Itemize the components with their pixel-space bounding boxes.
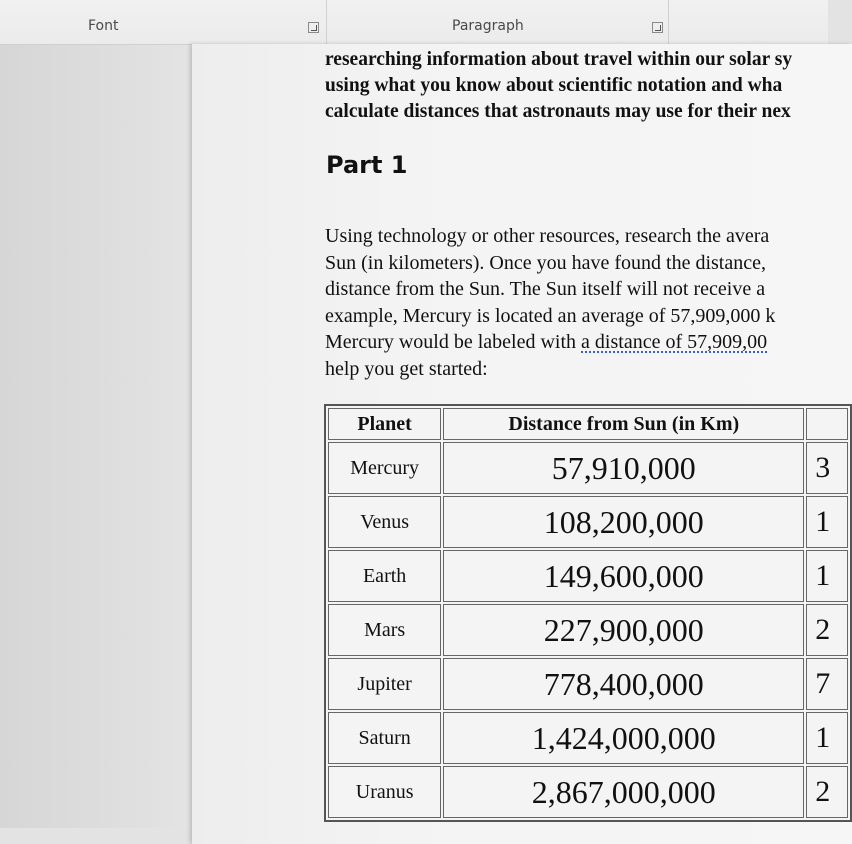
header-extra	[806, 408, 848, 440]
distance-cell: 227,900,000	[443, 604, 804, 656]
ribbon-separator	[668, 0, 669, 44]
table-row	[328, 658, 848, 710]
planet-cell: Saturn	[328, 712, 441, 764]
paragraph-line	[325, 329, 845, 356]
ribbon-group-paragraph-label: Paragraph	[452, 18, 524, 34]
extra-cell: 3	[806, 442, 848, 494]
font-dialog-launcher-icon[interactable]	[308, 22, 319, 33]
grammar-flagged-text[interactable]: a distance of 57,909,00	[581, 331, 768, 353]
planet-cell: Mars	[328, 604, 441, 656]
table-row	[328, 442, 848, 494]
table-row	[328, 496, 848, 548]
planet-cell: Earth	[328, 550, 441, 602]
intro-line: researching information about travel within our solar sy	[325, 49, 793, 70]
header-distance: Distance from Sun (in Km)	[443, 408, 804, 440]
table-row	[328, 550, 848, 602]
intro-line: calculate distances that astronauts may use for their nex	[325, 101, 791, 122]
paragraph-line: help you get started:	[325, 357, 488, 380]
extra-cell: 1	[806, 496, 848, 548]
extra-cell: 1	[806, 550, 848, 602]
document-page[interactable]	[192, 44, 852, 844]
planet-cell: Uranus	[328, 766, 441, 818]
table-header-row	[328, 408, 848, 440]
ribbon-separator	[326, 0, 327, 44]
paragraph-line: Using technology or other resources, research the avera	[325, 225, 770, 247]
table-row	[328, 712, 848, 764]
distance-cell: 108,200,000	[443, 496, 804, 548]
distance-cell: 57,910,000	[443, 442, 804, 494]
distance-cell: 2,867,000,000	[443, 766, 804, 818]
ribbon-group-font-label: Font	[88, 18, 119, 34]
planet-distance-table	[324, 404, 852, 822]
distance-cell: 778,400,000	[443, 658, 804, 710]
paragraph-dialog-launcher-icon[interactable]	[652, 22, 663, 33]
paragraph-line: Sun (in kilometers). Once you have found the distance,	[325, 251, 766, 274]
intro-line: using what you know about scientific notation and wha	[325, 75, 783, 96]
distance-cell: 149,600,000	[443, 550, 804, 602]
paragraph-line-text: Mercury would be labeled with	[325, 331, 582, 353]
intro-paragraph	[325, 47, 845, 125]
distance-cell: 1,424,000,000	[443, 712, 804, 764]
instructions-paragraph	[325, 223, 845, 382]
extra-cell: 7	[806, 658, 848, 710]
planet-cell: Jupiter	[328, 658, 441, 710]
part-heading: Part 1	[326, 151, 408, 179]
table-row	[328, 604, 848, 656]
extra-cell: 2	[806, 766, 848, 818]
header-planet: Planet	[328, 408, 441, 440]
ribbon-group-bar	[0, 0, 828, 45]
planet-cell: Venus	[328, 496, 441, 548]
extra-cell: 2	[806, 604, 848, 656]
planet-cell: Mercury	[328, 442, 441, 494]
paragraph-line: example, Mercury is located an average of 57,909,000 k	[325, 304, 776, 327]
table-row	[328, 766, 848, 818]
paragraph-line: distance from the Sun. The Sun itself will not receive a	[325, 278, 766, 300]
extra-cell: 1	[806, 712, 848, 764]
